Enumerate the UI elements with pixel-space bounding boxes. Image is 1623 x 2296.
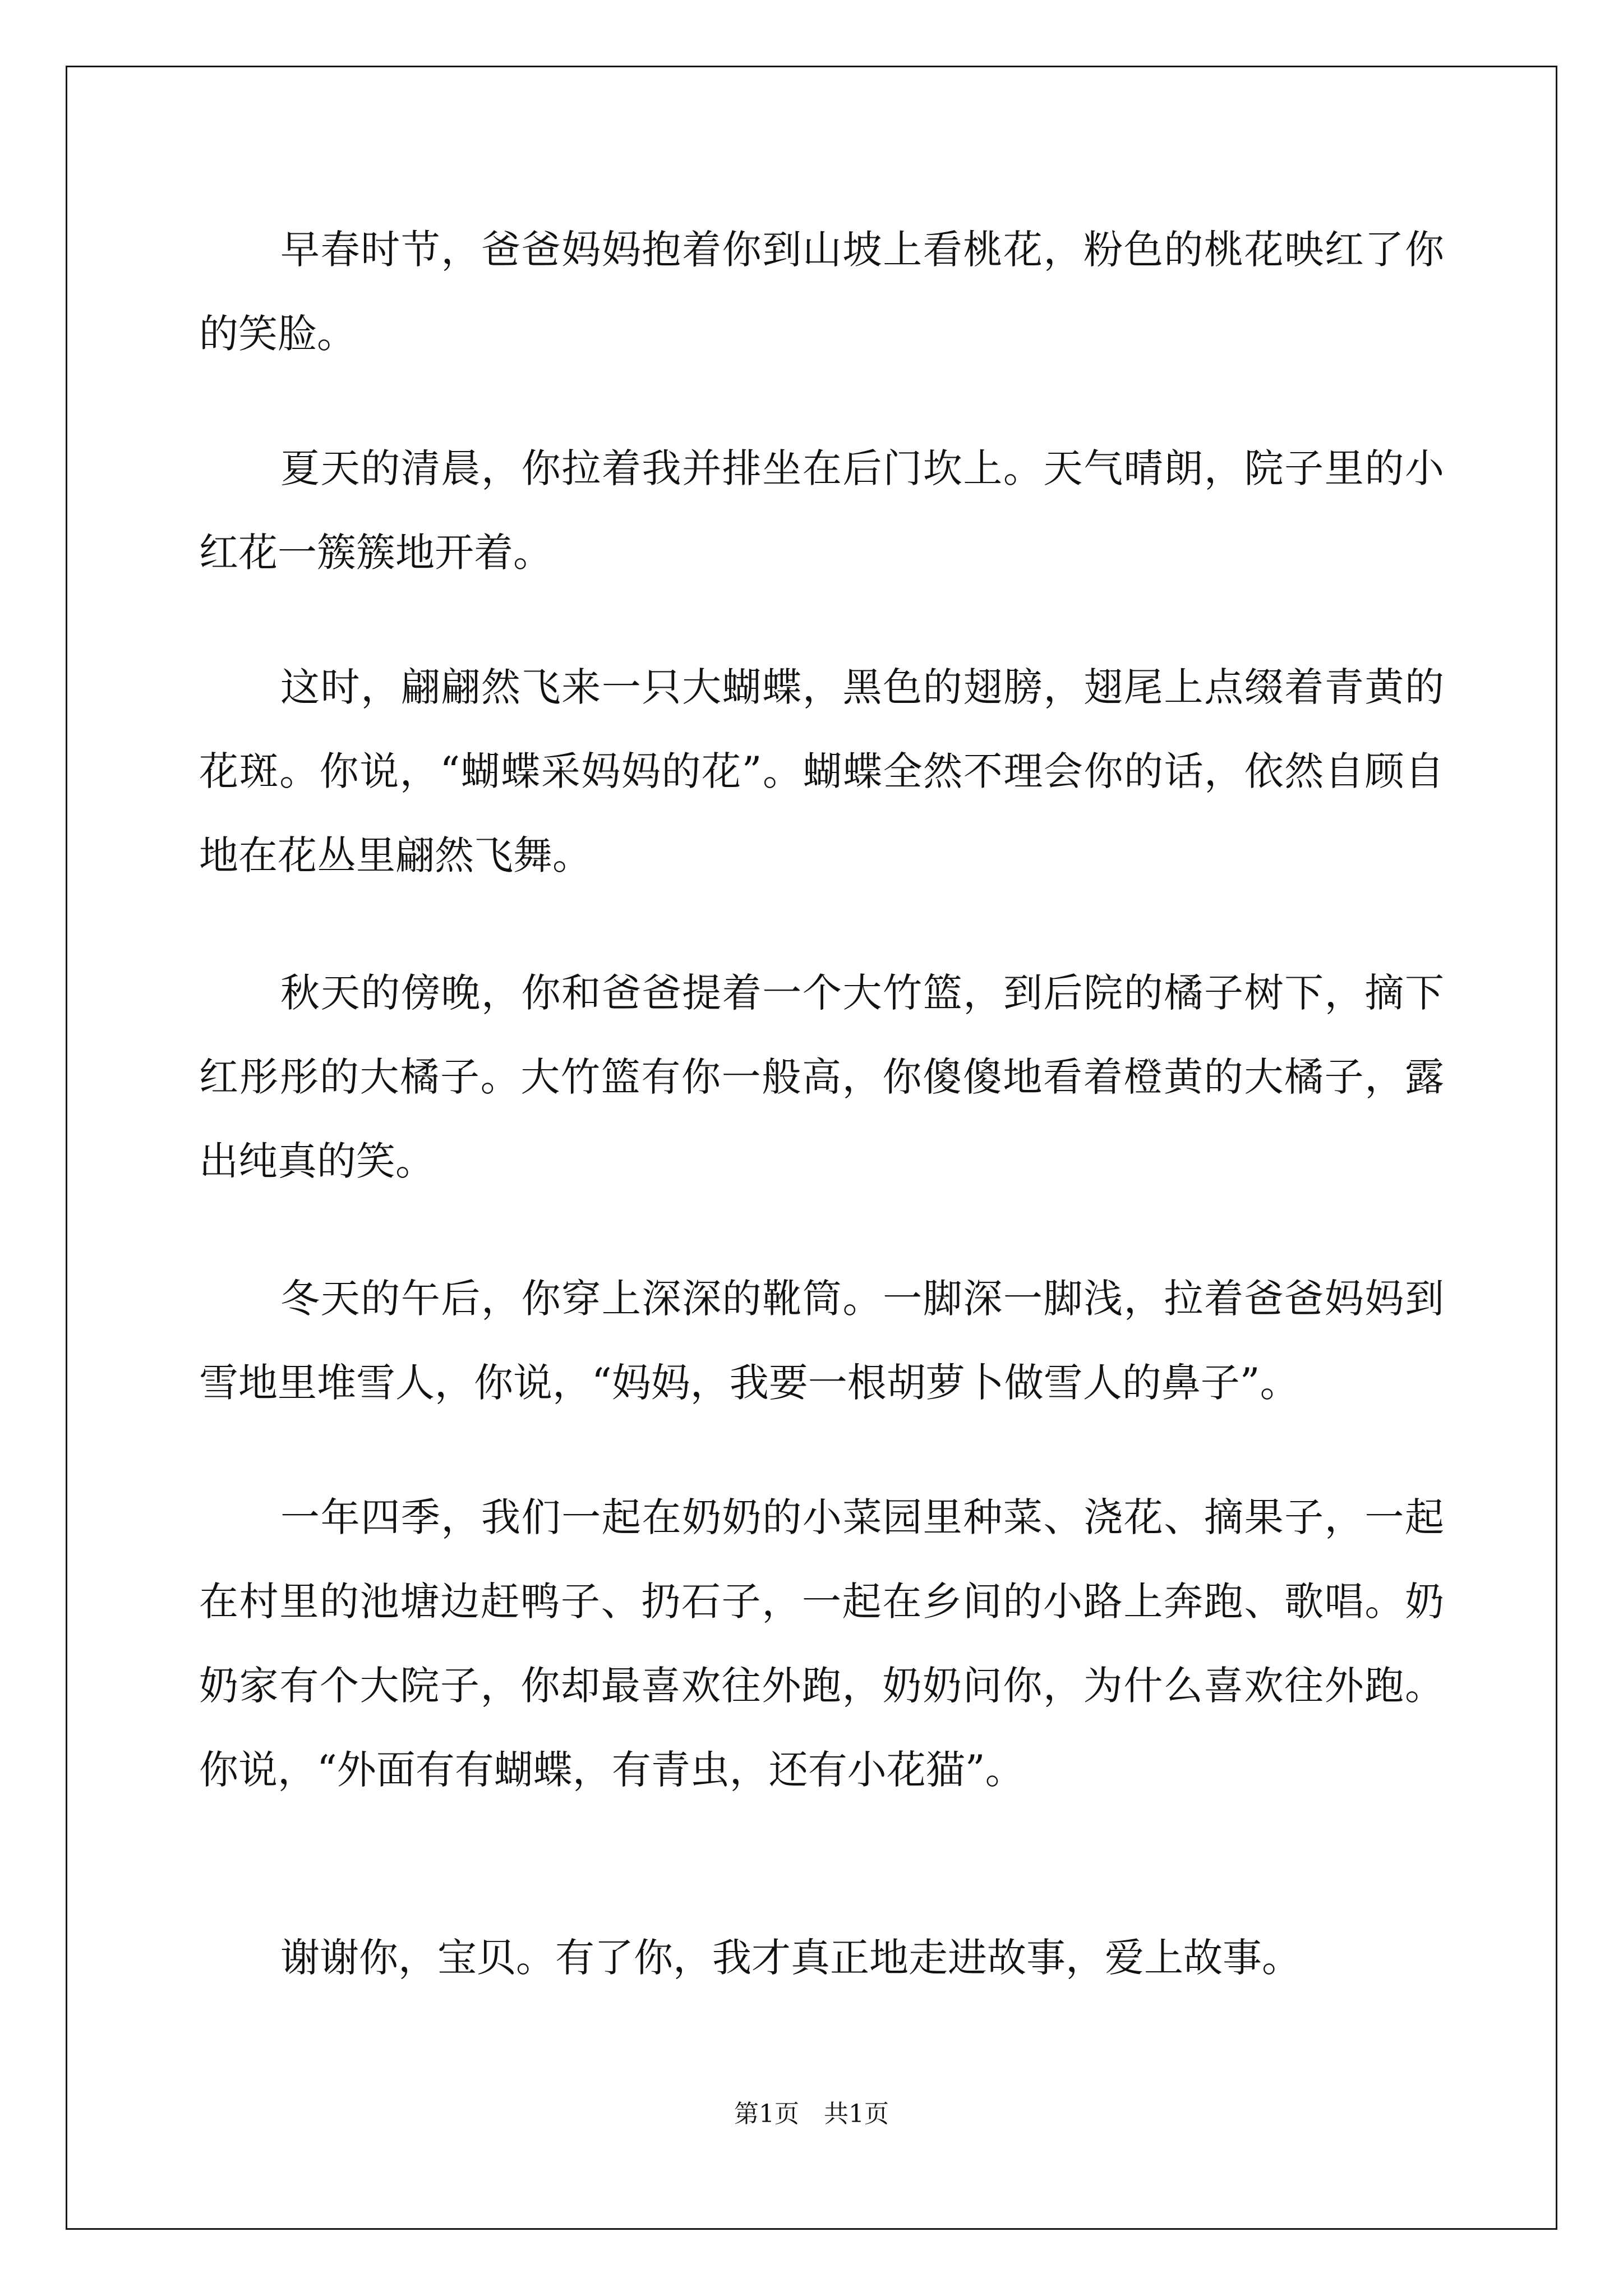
- paragraph-6: 一年四季，我们一起在奶奶的小菜园里种菜、浇花、摘果子，一起在村里的池塘边赶鸭子、扔石子，一起在乡间的小路上奔跑、歌唱。奶奶家有个大院子，你却最喜欢往外跑，奶奶问你，为什么喜欢往外跑。你说，“外面有有蝴蝶，有青虫，还有小花猫”。: [199, 1494, 1444, 1793]
- page-number-footer: 第1页 共1页: [734, 2100, 889, 2128]
- paragraph-3: 这时，翩翩然飞来一只大蝴蝶，黑色的翅膀，翅尾上点缀着青黄的花斑。你说，“蝴蝶采妈妈的花”。蝴蝶全然不理会你的话，依然自顾自地在花丛里翩然飞舞。: [199, 664, 1444, 878]
- paragraph-4: 秋天的傍晚，你和爸爸提着一个大竹篮，到后院的橘子树下，摘下红彤彤的大橘子。大竹篮有你一般高，你傻傻地看着橙黄的大橘子，露出纯真的笑。: [199, 970, 1444, 1184]
- paragraph-2: 夏天的清晨，你拉着我并排坐在后门坎上。天气晴朗，院子里的小红花一簇簇地开着。: [199, 445, 1444, 576]
- paragraph-1: 早春时节，爸爸妈妈抱着你到山坡上看桃花，粉色的桃花映红了你的笑脸。: [199, 227, 1444, 357]
- paragraph-5: 冬天的午后，你穿上深深的靴筒。一脚深一脚浅，拉着爸爸妈妈到雪地里堆雪人，你说，“妈妈，我要一根胡萝卜做雪人的鼻子”。: [199, 1276, 1444, 1406]
- paragraph-7: 谢谢你，宝贝。有了你，我才真正地走进故事，爱上故事。: [280, 1935, 1301, 1981]
